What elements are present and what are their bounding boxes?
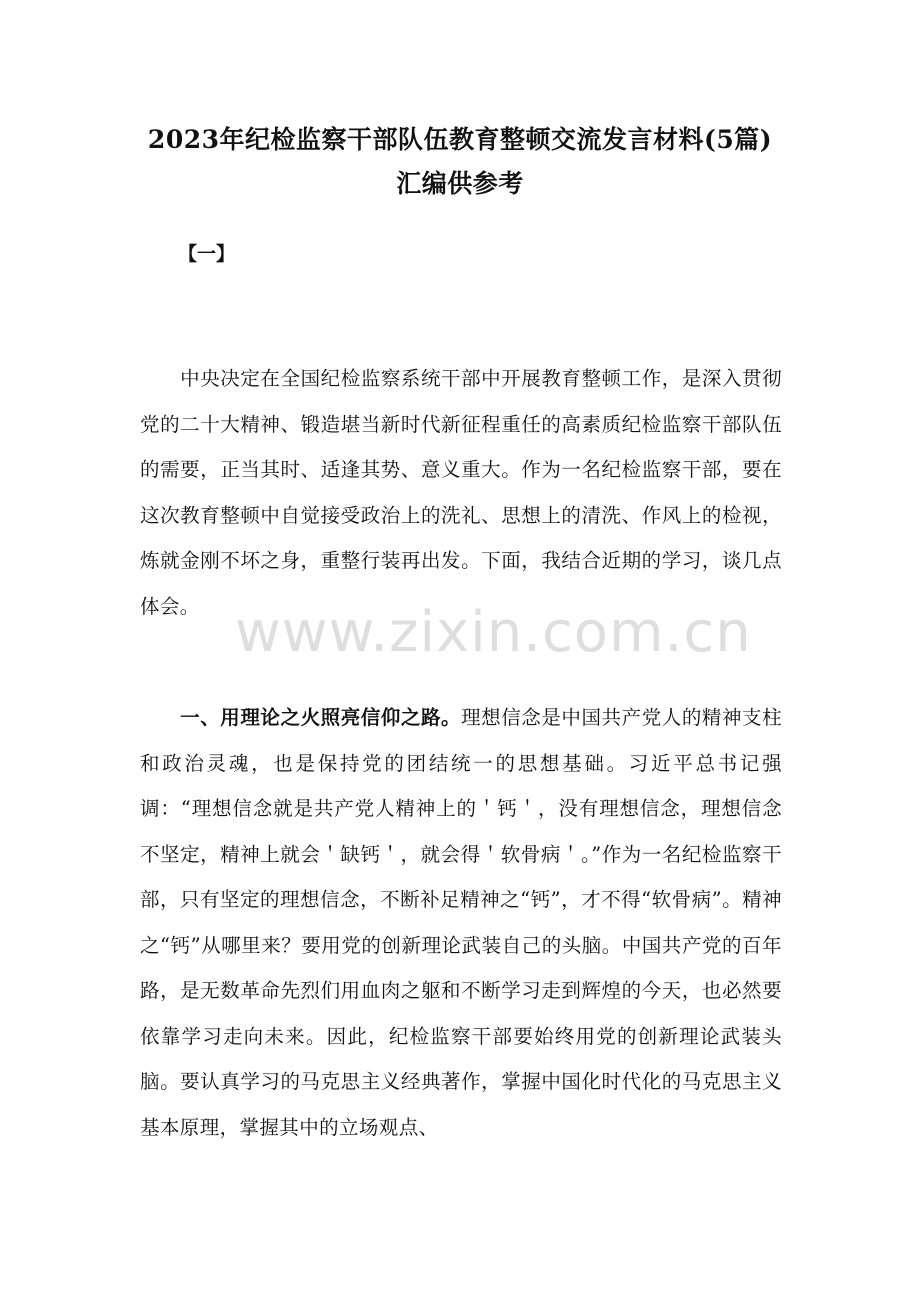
paragraph-point-one (140, 695, 782, 1150)
watermark: www.zixin.com.cn (235, 600, 752, 665)
paragraph-intro (140, 356, 782, 629)
document-title: 2023年纪检监察干部队伍教育整顿交流发言材料(5篇)汇编供参考 (147, 125, 773, 198)
paragraph-point-one-text: 理想信念是中国共产党人的精神支柱和政治灵魂，也是保持党的团结统一的思想基础。习近平总书记强调：“理想信念就是共产党人精神上的＇钙＇，没有理想信念，理想信念不坚定，精神上就会＇缺钙＇，就会得＇软骨病＇。”作为一名纪检监察干部，只有坚定的理想信念，不断补足精神之“钙”，才不得“软骨病”。精神之“钙”从哪里来？要用党的创新理论武装自己的头脑。中国共产党的百年路，是无数革命先烈们用血肉之躯和不断学习走到辉煌的今天，也必然要依靠学习走向未来。因此，纪检监察干部要始终用党的创新理论武装头脑。要认真学习的马克思主义经典著作，掌握中国化时代化的马克思主义基本原理，掌握其中的立场观点、 (140, 706, 782, 1139)
paragraph-heading: 一、用理论之火照亮信仰之路。 (180, 706, 462, 729)
section-marker: 【一】 (178, 243, 236, 265)
paragraph-intro-text: 中央决定在全国纪检监察系统干部中开展教育整顿工作，是深入贯彻党的二十大精神、锻造堪当新时代新征程重任的高素质纪检监察干部队伍的需要，正当其时、适逢其势、意义重大。作为一名纪检监察干部，要在这次教育整顿中自觉接受政治上的洗礼、思想上的清洗、作风上的检视，炼就金刚不坏之身，重整行装再出发。下面，我结合近期的学习，谈几点体会。 (140, 367, 782, 618)
